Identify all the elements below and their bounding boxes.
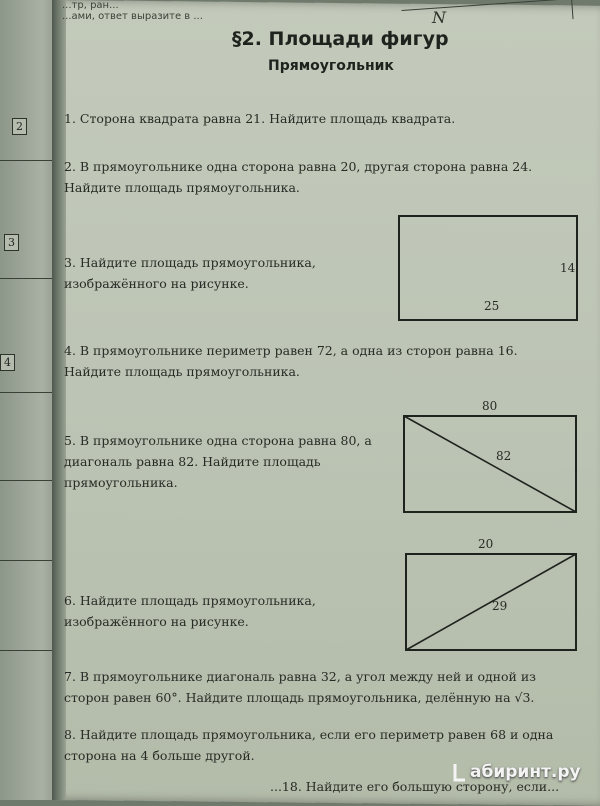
- header-line: ...ами, ответ выразите в ...: [62, 11, 203, 22]
- figure-problem-5: [402, 396, 582, 516]
- diagonal-line: [406, 554, 576, 650]
- label-side-25: 25: [484, 299, 500, 313]
- problem-3: 3. Найдите площадь прямоугольника, изображённого на рисунке.: [64, 255, 316, 291]
- problem-4: 4. В прямоугольнике периметр равен 72, а одна из сторон равна 16. Найдите площадь прямоугольника.: [64, 343, 518, 379]
- margin-box-2: 2: [12, 118, 27, 135]
- problem-1: 1. Сторона квадрата равна 21. Найдите площадь квадрата.: [64, 111, 456, 126]
- watermark-text: абиринт.ру: [470, 762, 581, 782]
- label-diagonal-82: 82: [496, 449, 512, 463]
- margin-box-3: 3: [4, 234, 19, 251]
- figure-problem-3: [398, 212, 580, 324]
- problem-5: 5. В прямоугольнике одна сторона равна 80, а диагональ равна 82. Найдите площадь прямоугольника.: [64, 433, 372, 490]
- problem-8: 8. Найдите площадь прямоугольника, если его периметр равен 68 и одна сторона на 4 больше другой.: [64, 727, 554, 763]
- label-side-20: 20: [478, 537, 494, 551]
- figure-problem-6: [402, 536, 582, 656]
- label-side-14: 14: [560, 261, 576, 275]
- labirint-logo-icon: [452, 762, 468, 782]
- diagonal-line: [404, 416, 576, 512]
- compass-label: N: [432, 8, 446, 27]
- subsection-title: Прямоугольник: [268, 58, 394, 74]
- section-title: §2. Площади фигур: [232, 28, 449, 50]
- problem-7: 7. В прямоугольнике диагональ равна 32, а угол между ней и одной из сторон равен 60°. Найдите площадь прямоугольника, делённую на √3.: [64, 669, 536, 705]
- margin-box-4: 4: [0, 354, 15, 371]
- problem-2: 2. В прямоугольнике одна сторона равна 20, другая сторона равна 24. Найдите площадь прямоугольника.: [64, 159, 533, 195]
- label-side-80: 80: [482, 399, 498, 413]
- label-diagonal-29: 29: [492, 599, 508, 613]
- header-line: ...тр, ран...: [62, 0, 119, 11]
- page-header-fragment: [62, 0, 203, 22]
- problem-6: 6. Найдите площадь прямоугольника, изображённого на рисунке.: [64, 593, 316, 629]
- problem-9-fragment: ...18. Найдите его большую сторону, если...: [270, 779, 560, 794]
